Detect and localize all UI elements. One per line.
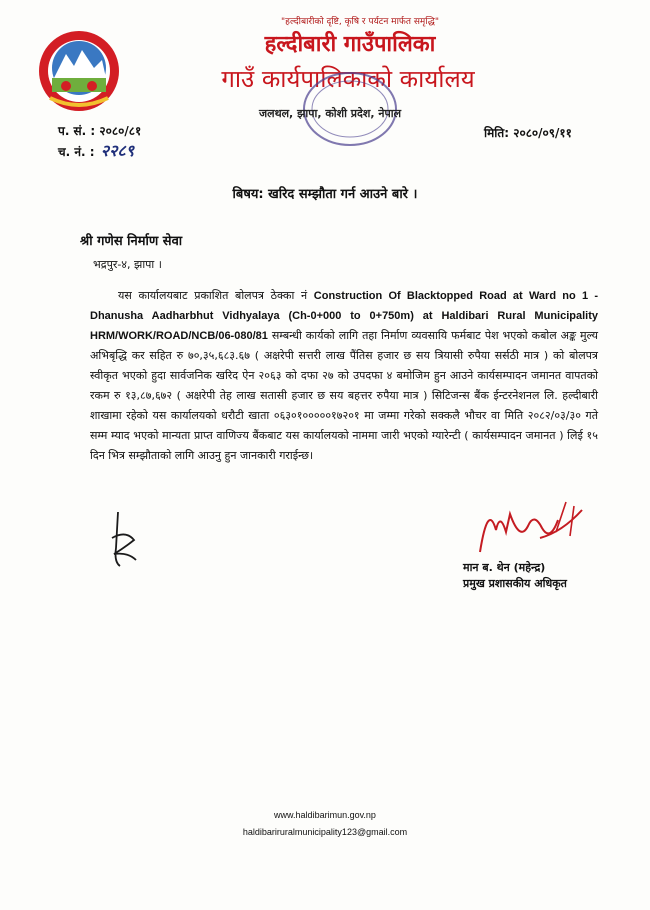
recipient-address: भद्रपुर-४, झापा । [93, 258, 162, 271]
dispatch-number: २२८९ [100, 141, 135, 160]
municipality-title: हल्दीबारी गाउँपालिका [264, 32, 436, 57]
dispatch-label: च. नं. : [58, 145, 95, 159]
body-intro: यस कार्यालयबाट प्रकाशित बोलपत्र ठेक्का नं [118, 289, 314, 302]
signatory-name: मान ब. थेन (महेन्द्र) [463, 561, 546, 574]
recipient-name: श्री गणेस निर्माण सेवा [80, 234, 183, 249]
project-reference: Construction Of Blacktopped Road at Ward no 1 - Dhanusha Aadharbhut Vidhyalaya (Ch-0+000 to 0+750m) at Haldibari Rural Municipality HRM/WORK/ROAD/NCB/06-080/81 [90, 290, 598, 342]
letter-body [90, 286, 598, 466]
subject-line: बिषय: खरिद सम्झौता गर्न आउने बारे । [232, 187, 418, 202]
signature [470, 492, 590, 564]
initials-mark [104, 508, 144, 572]
office-title: गाउँ कार्यपालिकाको कार्यालय [221, 65, 475, 93]
letter-date: मिति: २०८०/०९/११ [484, 126, 572, 140]
dispatch-number-row [58, 139, 134, 161]
footer-website[interactable]: www.haldibarimun.gov.np [274, 810, 376, 820]
reference-number: प. सं. : २०८०/८१ [58, 124, 142, 138]
body-main: सम्बन्धी कार्यको लागि तहा निर्माण व्यवसायि फर्मबाट पेश भएको कबोल अङ्क मुल्य अभिबृद्धि कर सहित रु ७०,३५,६८३.६७ ( अक्षरेपी सत्तरी लाख पैंतिस हजार छ सय त्रियासी रुपैया सर्सठी मात्र ) को बोलपत्र स्वीकृत भएको हुदा सार्वजनिक खरिद ऐन २०६३ को दफा २७ को उपदफा ४ बमोजिम हुन आउने कार्यसम्पादन जमानत वापतको रकम रु १३,८७,६७२ ( अक्षरेपी तेह लाख सतासी हजार छ सय बहत्तर रुपैया मात्र ) सिटिजन्स बैंक ईन्टरनेशनल लि. हल्दीबारी शाखामा रहेको यस कार्यालयको धरौटी खाता ०६३०१०००००१७२०१ मा जम्मा गरेको सक्कलै भौचर वा मिति २०८२/०३/३० गते सम्म म्याद भएको मान्यता प्राप्त वाणिज्य बैंकबाट यस कार्यालयको नाममा जारी भएको ग्यारेन्टी ( कार्यसम्पादन जमानत ) लिई १५ दिन भित्र सम्झौताको लागि आउनु हुन जानकारी गराईन्छ। [90, 329, 598, 462]
footer-email[interactable]: haldibariruralmunicipality123@gmail.com [242, 827, 408, 837]
slogan: "हल्दीबारीको दृष्टि, कृषि र पर्यटन मार्फत समृद्धि" [281, 17, 439, 27]
office-address: जलथल, झापा, कोशी प्रदेश, नेपाल [258, 107, 402, 120]
signatory-designation: प्रमुख प्रशासकीय अधिकृत [463, 577, 567, 590]
municipality-emblem [36, 28, 122, 114]
